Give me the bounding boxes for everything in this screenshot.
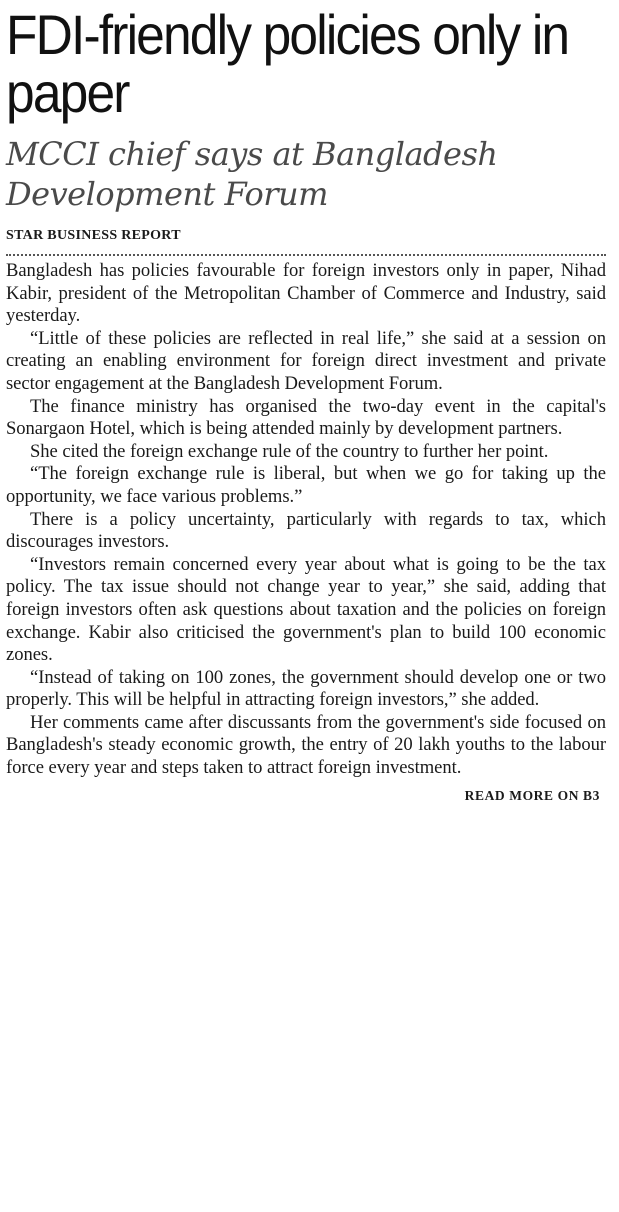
- subheadline: MCCI chief says at Bangladesh Development Forum: [6, 135, 498, 213]
- byline: STAR BUSINESS REPORT: [6, 228, 181, 243]
- paragraph: There is a policy uncertainty, particularly with regards to tax, which discourages investors.: [6, 508, 606, 553]
- paragraph: “Investors remain concerned every year about what is going to be the tax policy. The tax issue should not change year to year,” she said, adding that foreign investors often ask questions about taxation and the policies on foreign exchange. Kabir also criticised the government's plan to build 100 economic zones.: [6, 553, 606, 666]
- dotted-divider: [6, 254, 606, 256]
- paragraph: “Little of these policies are reflected in real life,” she said at a session on creating an enabling environment for foreign direct investment and private sector engagement at the Bangladesh Development Forum.: [6, 327, 606, 394]
- paragraph: “Instead of taking on 100 zones, the government should develop one or two properly. This will be helpful in attracting foreign investors,” she added.: [6, 666, 606, 711]
- headline: FDI-friendly policies only in paper: [6, 3, 569, 124]
- paragraph: The finance ministry has organised the two-day event in the capital's Sonargaon Hotel, which is being attended mainly by development partners.: [6, 395, 606, 440]
- news-article: [6, 3, 606, 804]
- paragraph: “The foreign exchange rule is liberal, but when we go for taking up the opportunity, we face various problems.”: [6, 463, 606, 507]
- paragraph: Her comments came after discussants from the government's side focused on Bangladesh's steady economic growth, the entry of 20 lakh youths to the labour force every year and steps taken to attract foreign investment.: [6, 711, 606, 779]
- article-body: [6, 260, 606, 780]
- paragraph: She cited the foreign exchange rule of the country to further her point.: [30, 440, 549, 462]
- paragraph: Bangladesh has policies favourable for foreign investors only in paper, Nihad Kabir, president of the Metropolitan Chamber of Commerce and Industry, said yesterday.: [6, 260, 606, 327]
- read-more-link[interactable]: READ MORE ON B3: [464, 787, 600, 803]
